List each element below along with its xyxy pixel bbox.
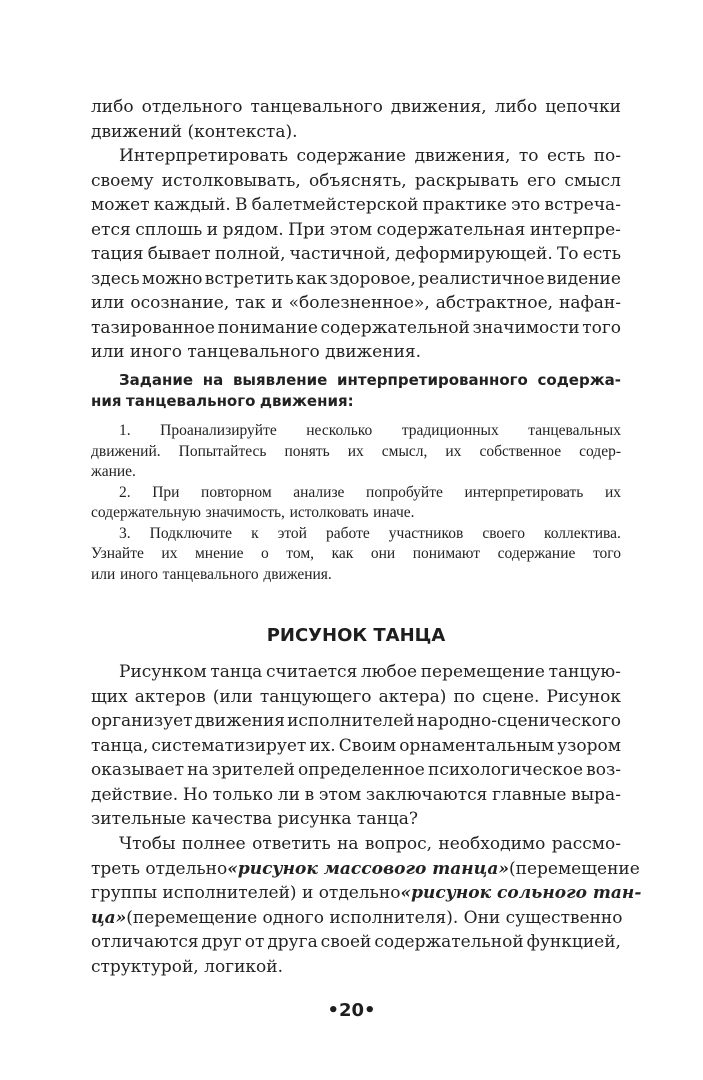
task-item-line bbox=[91, 503, 621, 524]
word: вопрос, bbox=[364, 834, 433, 854]
text-segment: группы исполнителей) и отдельно bbox=[91, 883, 401, 903]
word: практике bbox=[422, 195, 507, 215]
word: их bbox=[445, 442, 462, 460]
text-line bbox=[91, 660, 621, 685]
word: движения bbox=[194, 711, 286, 731]
word: отличаются bbox=[91, 932, 199, 952]
word: содержательная bbox=[376, 219, 526, 240]
word: танцую- bbox=[548, 662, 621, 682]
word: При bbox=[152, 483, 180, 501]
word: либо bbox=[91, 97, 134, 117]
word: качества bbox=[191, 809, 273, 829]
word: полнее bbox=[181, 834, 246, 854]
word: Своим bbox=[338, 735, 397, 756]
word: структурой, bbox=[91, 956, 199, 977]
text-line bbox=[91, 242, 621, 267]
word: «болезненное», bbox=[288, 293, 430, 313]
text-line bbox=[91, 734, 621, 759]
word: своего bbox=[482, 524, 525, 542]
word: иначе. bbox=[373, 504, 415, 521]
word: определенное bbox=[298, 760, 425, 780]
word: содержание bbox=[296, 146, 407, 166]
word: танца? bbox=[356, 809, 418, 829]
word: это bbox=[511, 195, 541, 215]
word: понять bbox=[284, 442, 330, 460]
word: танца bbox=[210, 662, 263, 682]
word: танцевального bbox=[126, 391, 256, 410]
word: актера) bbox=[378, 686, 447, 707]
word: смысл bbox=[564, 170, 621, 191]
task-item-line bbox=[91, 565, 621, 586]
word: исполнителей bbox=[287, 711, 415, 731]
text-line bbox=[91, 685, 621, 710]
word: Узнайте bbox=[91, 545, 144, 562]
text-line bbox=[91, 340, 621, 365]
word: том, bbox=[286, 545, 315, 562]
word: истолковывать, bbox=[161, 170, 301, 191]
word: здесь bbox=[91, 268, 140, 289]
word: 2. bbox=[119, 483, 131, 501]
word: зрителей bbox=[211, 760, 295, 780]
task-item-line bbox=[91, 462, 621, 483]
word: есть bbox=[582, 244, 621, 264]
word: тация bbox=[91, 244, 144, 264]
word: содержательной bbox=[320, 317, 470, 338]
word: считается bbox=[265, 662, 358, 682]
word: на bbox=[337, 834, 359, 854]
word: движения, bbox=[414, 146, 511, 166]
word: осознание, bbox=[130, 293, 230, 313]
section-heading: РИСУНОК ТАНЦА bbox=[266, 625, 446, 646]
word: любое bbox=[360, 662, 418, 682]
word: истолковать bbox=[289, 504, 369, 521]
word: повторном bbox=[201, 483, 272, 501]
word: перемещение bbox=[420, 662, 545, 682]
word: и bbox=[206, 219, 219, 240]
text-line bbox=[91, 906, 621, 931]
word: встреча- bbox=[544, 195, 621, 215]
word: 3. bbox=[119, 524, 131, 542]
word: только bbox=[212, 784, 274, 805]
word: по- bbox=[593, 146, 621, 166]
word: его bbox=[526, 170, 557, 191]
word: их. bbox=[309, 735, 336, 756]
emphasized-term: «рисунок сольного тан- bbox=[400, 883, 642, 903]
paragraph-2 bbox=[91, 144, 621, 365]
word: Рисунком bbox=[119, 662, 207, 682]
word: здоровое, bbox=[329, 268, 416, 289]
word: (или bbox=[212, 686, 253, 707]
text-line bbox=[91, 144, 621, 169]
word: Проанализируйте bbox=[160, 422, 277, 439]
word: Чтобы bbox=[119, 834, 176, 854]
word: Рисунок bbox=[546, 686, 621, 707]
word: ли bbox=[277, 784, 300, 805]
paragraph-4 bbox=[91, 832, 642, 979]
word: этой bbox=[277, 524, 307, 542]
word: того bbox=[582, 317, 621, 338]
word: интерпре- bbox=[529, 219, 621, 240]
text-line bbox=[91, 857, 640, 882]
text-line bbox=[91, 193, 621, 218]
task-item-line bbox=[91, 483, 621, 504]
text-line bbox=[91, 783, 621, 808]
word: Подключите bbox=[149, 524, 233, 542]
word: мнение bbox=[195, 545, 244, 562]
word: движения: bbox=[259, 391, 354, 410]
emphasized-term: ца» bbox=[91, 907, 127, 928]
word: балетмейстерской bbox=[251, 195, 419, 215]
word: несколько bbox=[306, 422, 373, 439]
word: Задание bbox=[119, 371, 194, 389]
word: интерпретировать bbox=[464, 483, 584, 501]
word: того bbox=[592, 545, 621, 562]
task-item-line bbox=[91, 421, 621, 442]
text-segment: треть отдельно bbox=[91, 858, 228, 879]
word: полной, bbox=[214, 244, 286, 264]
word: как bbox=[295, 268, 328, 289]
word: систематизирует bbox=[151, 735, 307, 756]
word: танцевальных bbox=[528, 422, 621, 439]
word: и bbox=[271, 293, 283, 313]
word: движений bbox=[91, 121, 183, 142]
word: то bbox=[518, 146, 539, 166]
word: Попытайтесь bbox=[178, 442, 267, 460]
text-line bbox=[91, 832, 621, 857]
word: значимости bbox=[472, 317, 580, 338]
word: воз- bbox=[586, 760, 621, 780]
word: частичной, bbox=[289, 244, 391, 264]
word: жание. bbox=[91, 463, 136, 480]
word: понимают bbox=[412, 545, 481, 562]
task-title-line bbox=[91, 370, 621, 391]
word: их bbox=[347, 442, 364, 460]
word: по bbox=[453, 686, 476, 707]
word: орнаментальным bbox=[399, 735, 555, 756]
text-line bbox=[91, 169, 621, 194]
word: танцевального bbox=[250, 97, 383, 117]
word: интерпретированного bbox=[337, 371, 528, 389]
word: содержа- bbox=[537, 371, 621, 389]
word: абстрактное, bbox=[435, 293, 554, 313]
task-title-line bbox=[91, 391, 621, 412]
word: нафан- bbox=[559, 293, 621, 313]
task-item-line bbox=[91, 544, 621, 565]
text-segment: (перемещение bbox=[508, 858, 640, 879]
word: реалистичное bbox=[418, 268, 545, 289]
word: встретить bbox=[204, 268, 294, 289]
text-line bbox=[91, 881, 642, 906]
word: либо bbox=[494, 97, 538, 117]
word: их bbox=[161, 545, 178, 562]
word: сплошь bbox=[135, 219, 203, 240]
text-line bbox=[91, 807, 621, 832]
word: народно-сценического bbox=[416, 711, 621, 731]
word: движения, bbox=[390, 97, 487, 117]
text-line bbox=[91, 120, 621, 145]
word: традиционных bbox=[401, 422, 499, 439]
word: зительные bbox=[91, 809, 187, 829]
word: цепочки bbox=[545, 97, 621, 117]
word: движения. bbox=[263, 565, 332, 583]
word: работе bbox=[326, 524, 370, 542]
word: на bbox=[202, 371, 224, 389]
word: отдельного bbox=[141, 97, 243, 117]
paragraph-1 bbox=[91, 95, 621, 144]
emphasized-term: «рисунок массового танца» bbox=[227, 858, 509, 879]
word: действие. bbox=[91, 784, 179, 805]
word: актеров bbox=[134, 686, 206, 707]
word: или bbox=[91, 342, 125, 362]
word: анализе bbox=[293, 483, 345, 501]
word: 1. bbox=[119, 422, 131, 439]
word: То bbox=[556, 244, 579, 264]
word: как bbox=[331, 545, 354, 562]
word: оказывает bbox=[91, 760, 184, 780]
word: В bbox=[234, 195, 248, 215]
word: есть bbox=[546, 146, 586, 166]
word: заключаются bbox=[365, 784, 488, 805]
text-line bbox=[91, 930, 621, 955]
word: можно bbox=[141, 268, 203, 289]
word: на bbox=[187, 760, 209, 780]
word: Но bbox=[182, 784, 208, 805]
word: содержание bbox=[497, 545, 576, 562]
word: рассмо- bbox=[551, 834, 621, 854]
text-line bbox=[91, 218, 621, 243]
word: их bbox=[604, 483, 621, 501]
word: (контекста). bbox=[187, 121, 298, 142]
word: выра- bbox=[571, 784, 621, 805]
word: видение bbox=[546, 268, 621, 289]
word: танцевального bbox=[162, 565, 259, 583]
word: функцией, bbox=[526, 932, 621, 952]
word: психологическое bbox=[428, 760, 584, 780]
text-line bbox=[91, 95, 621, 120]
text-line bbox=[91, 267, 621, 292]
word: каждый. bbox=[153, 195, 231, 215]
word: движения. bbox=[325, 342, 422, 362]
word: рисунка bbox=[277, 809, 352, 829]
word: или bbox=[91, 293, 125, 313]
word: попробуйте bbox=[366, 483, 443, 501]
word: узором bbox=[557, 735, 621, 756]
word: ется bbox=[91, 219, 131, 240]
word: ния bbox=[91, 391, 122, 410]
text-line bbox=[91, 709, 621, 734]
word: танца, bbox=[91, 735, 149, 756]
word: При bbox=[288, 219, 326, 240]
word: ответить bbox=[252, 834, 331, 854]
word: иного bbox=[119, 565, 159, 583]
word: содер- bbox=[579, 442, 621, 460]
word: от bbox=[244, 932, 265, 952]
word: танцующего bbox=[259, 686, 372, 707]
word: или bbox=[91, 565, 116, 583]
word: танцевального bbox=[187, 342, 320, 362]
word: деформирующей. bbox=[395, 244, 553, 264]
word: этом bbox=[329, 219, 373, 240]
word: сцене. bbox=[482, 686, 540, 707]
word: иного bbox=[129, 342, 182, 362]
word: раскрывать bbox=[414, 170, 519, 191]
word: рядом. bbox=[222, 219, 284, 240]
word: участников bbox=[388, 524, 464, 542]
text-line bbox=[91, 316, 621, 341]
text-segment: (перемещение одного исполнителя). Они существенно bbox=[126, 907, 623, 928]
word: щих bbox=[91, 686, 128, 707]
word: коллектива. bbox=[544, 524, 621, 542]
word: о bbox=[261, 545, 269, 562]
word: необходимо bbox=[438, 834, 546, 854]
word: организует bbox=[91, 711, 193, 731]
word: смысл, bbox=[381, 442, 428, 460]
task-item-line bbox=[91, 442, 621, 463]
text-line bbox=[91, 955, 621, 980]
word: тазированное bbox=[91, 317, 215, 338]
word: движений. bbox=[91, 442, 161, 460]
word: этом bbox=[318, 784, 362, 805]
word: объяснять, bbox=[309, 170, 407, 191]
word: друга bbox=[267, 932, 318, 952]
word: бывает bbox=[147, 244, 211, 264]
word: друг bbox=[201, 932, 242, 952]
word: содержательную bbox=[91, 504, 201, 521]
word: может bbox=[91, 195, 150, 215]
text-line bbox=[91, 291, 621, 316]
paragraph-3 bbox=[91, 660, 621, 832]
word: логикой. bbox=[204, 956, 284, 977]
word: своему bbox=[91, 170, 154, 191]
word: понимание bbox=[217, 317, 318, 338]
word: в bbox=[304, 784, 315, 805]
task-box bbox=[91, 370, 621, 585]
word: главные bbox=[492, 784, 567, 805]
word: к bbox=[251, 524, 259, 542]
task-item-line bbox=[91, 524, 621, 545]
word: своей bbox=[320, 932, 372, 952]
word: Интерпретировать bbox=[119, 146, 288, 166]
word: собственное bbox=[479, 442, 562, 460]
word: значимость, bbox=[205, 504, 285, 521]
word: так bbox=[235, 293, 266, 313]
page-number: •20• bbox=[327, 1000, 376, 1021]
word: содержательной bbox=[374, 932, 524, 952]
text-line bbox=[91, 758, 621, 783]
word: они bbox=[370, 545, 396, 562]
word: выявление bbox=[232, 371, 328, 389]
